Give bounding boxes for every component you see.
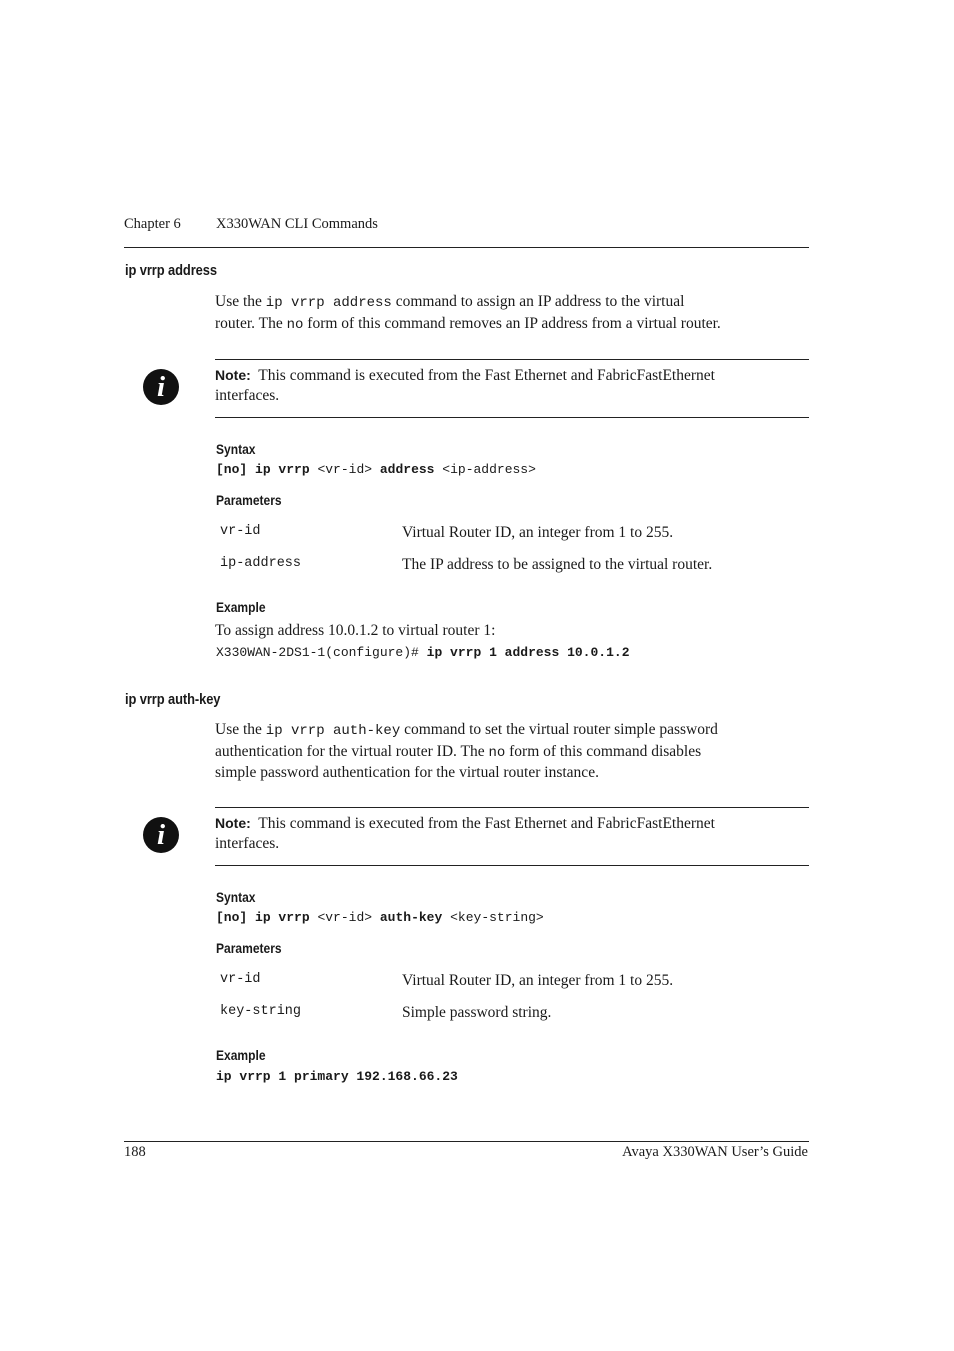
note-box: Note: This command is executed from the Fast Ethernet and FabricFastEthernet interfaces. [215,367,715,404]
header-rule [124,247,809,248]
example-command: X330WAN-2DS1-1(configure)# ip vrrp 1 address 10.0.1.2 [216,645,630,660]
param-name: vr-id [220,524,261,539]
chapter-label: Chapter 6 [124,216,181,232]
intro-paragraph: Use the ip vrrp auth-key command to set the virtual router simple password authentication for the virtual router ID. The no form of this command disables simple password authentication for the virtual router instance. [215,721,718,781]
param-name: vr-id [220,972,261,987]
param-name: ip-address [220,556,302,571]
syntax-heading: Syntax [216,441,256,457]
parameters-heading: Parameters [216,940,282,956]
info-icon: i [143,817,179,853]
note-bottom-rule [215,865,809,866]
parameters-heading: Parameters [216,492,282,508]
section-title-ip-vrrp-address: ip vrrp address [125,262,217,279]
page-number: 188 [124,1144,146,1160]
note-top-rule [215,807,809,808]
example-command: ip vrrp 1 primary 192.168.66.23 [216,1069,458,1084]
chapter-title: X330WAN CLI Commands [216,216,378,232]
inline-no: no [286,316,304,333]
param-desc: Virtual Router ID, an integer from 1 to 255. [402,524,674,541]
param-desc: Virtual Router ID, an integer from 1 to 255. [402,972,674,989]
param-name: key-string [220,1004,302,1019]
note-top-rule [215,359,809,360]
inline-no: no [488,744,506,761]
param-desc: Simple password string. [402,1004,552,1021]
info-icon: i [143,369,179,405]
example-heading: Example [216,1047,266,1063]
section-title-ip-vrrp-auth-key: ip vrrp auth-key [125,691,221,708]
note-label: Note: [215,367,251,383]
intro-paragraph: Use the ip vrrp address command to assign an IP address to the virtual router. The no form of this command removes an IP address from a virtual router. [215,293,721,333]
param-desc: The IP address to be assigned to the virtual router. [402,556,713,573]
footer-rule [124,1141,809,1142]
syntax-line: [no] ip vrrp <vr-id> address <ip-address> [216,462,536,477]
inline-command: ip vrrp auth-key [265,723,401,739]
syntax-heading: Syntax [216,889,256,905]
note-label: Note: [215,815,251,831]
example-heading: Example [216,599,266,615]
inline-command: ip vrrp address [265,295,392,311]
syntax-line: [no] ip vrrp <vr-id> auth-key <key-string> [216,910,544,925]
example-text: To assign address 10.0.1.2 to virtual router 1: [215,622,496,639]
note-box: Note: This command is executed from the Fast Ethernet and FabricFastEthernet interfaces. [215,815,715,852]
guide-title: Avaya X330WAN User’s Guide [622,1144,808,1160]
note-bottom-rule [215,417,809,418]
